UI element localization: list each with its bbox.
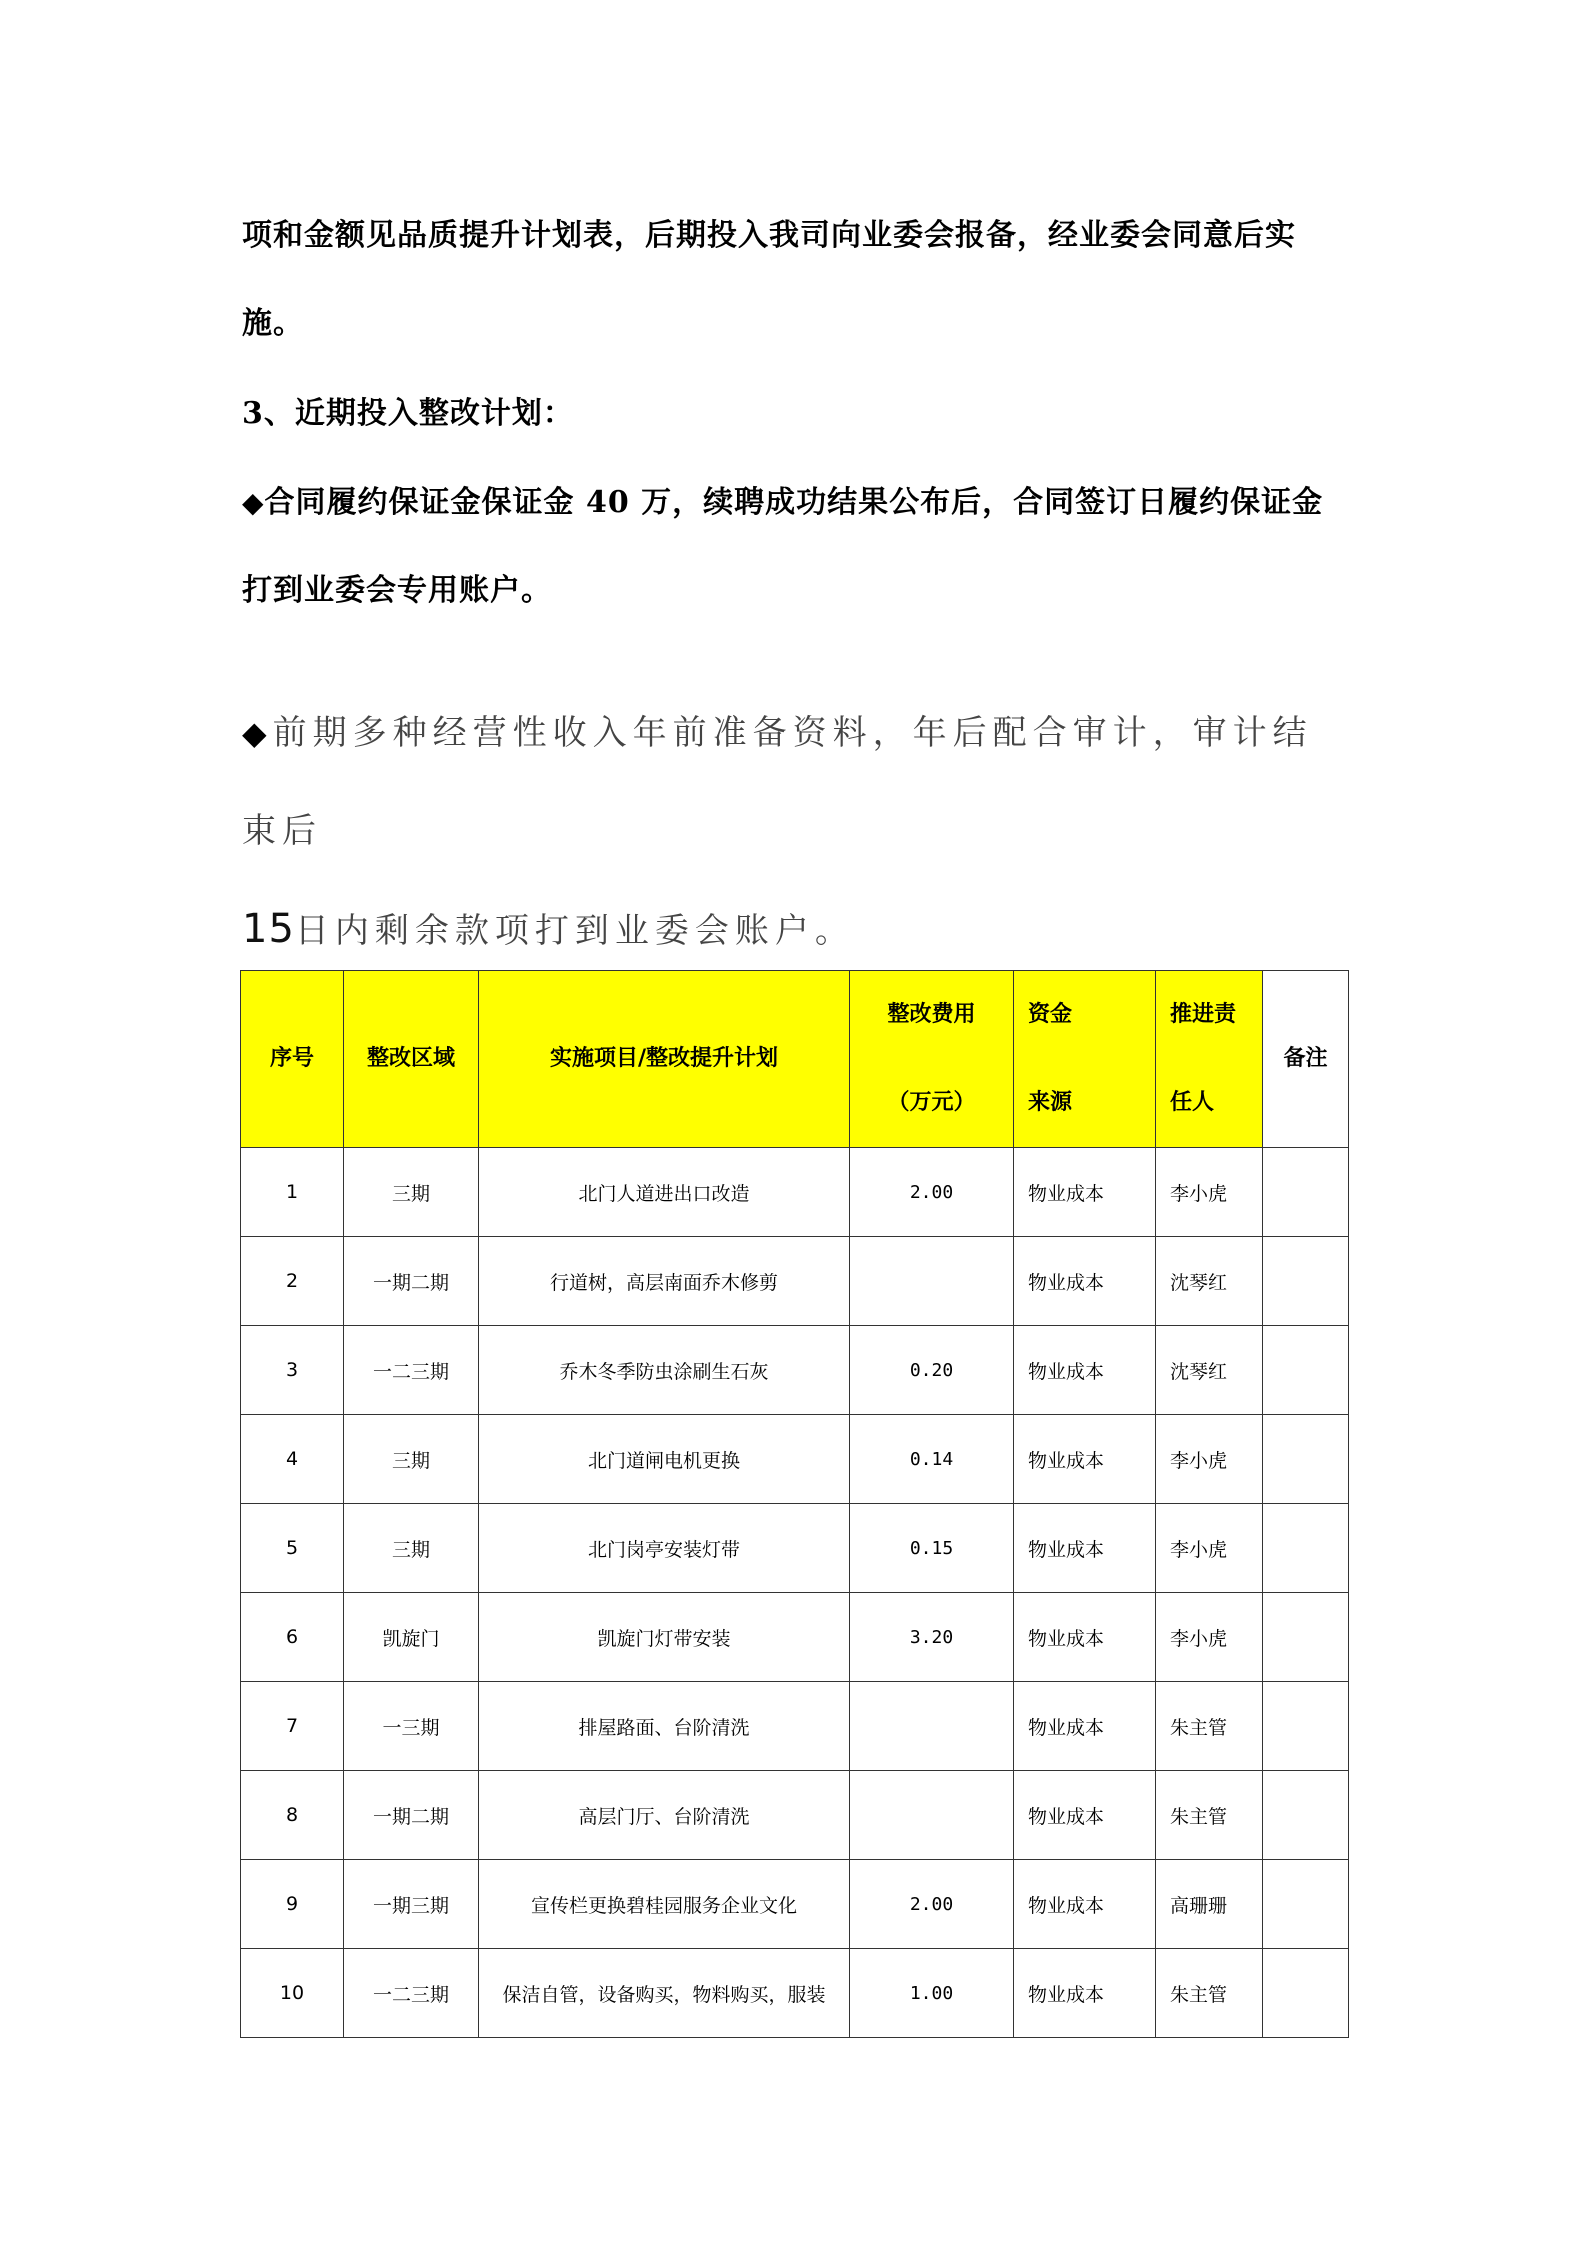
cell-cost: 0.14 bbox=[850, 1415, 1014, 1504]
cell-no: 2 bbox=[241, 1237, 344, 1326]
cell-no: 7 bbox=[241, 1682, 344, 1771]
table-row bbox=[241, 1504, 1349, 1593]
header-fund bbox=[1014, 971, 1156, 1148]
cell-no: 9 bbox=[241, 1860, 344, 1949]
paragraph-income-audit-text-b: 日内剩余款项打到业委会账户。 bbox=[294, 911, 855, 951]
table-row bbox=[241, 1237, 1349, 1326]
cell-area: 一期二期 bbox=[344, 1771, 479, 1860]
cell-fund: 物业成本 bbox=[1014, 1860, 1156, 1949]
cell-project: 凯旋门灯带安装 bbox=[479, 1593, 850, 1682]
cell-area: 凯旋门 bbox=[344, 1593, 479, 1682]
cell-fund: 物业成本 bbox=[1014, 1593, 1156, 1682]
cell-fund: 物业成本 bbox=[1014, 1504, 1156, 1593]
cell-no: 6 bbox=[241, 1593, 344, 1682]
cell-owner: 朱主管 bbox=[1156, 1771, 1263, 1860]
rectification-plan-table bbox=[240, 970, 1349, 2038]
cell-fund: 物业成本 bbox=[1014, 1326, 1156, 1415]
cell-note bbox=[1263, 1326, 1349, 1415]
cell-cost: 1.00 bbox=[850, 1949, 1014, 2038]
cell-area: 一期二期 bbox=[344, 1237, 479, 1326]
header-owner bbox=[1156, 971, 1263, 1148]
cell-area: 一期三期 bbox=[344, 1860, 479, 1949]
cell-fund: 物业成本 bbox=[1014, 1771, 1156, 1860]
table-row bbox=[241, 1593, 1349, 1682]
header-owner-line1: 推进责 bbox=[1170, 1002, 1237, 1027]
cell-area: 一二三期 bbox=[344, 1949, 479, 2038]
cell-project: 宣传栏更换碧桂园服务企业文化 bbox=[479, 1860, 850, 1949]
cell-cost: 0.15 bbox=[850, 1504, 1014, 1593]
cell-no: 8 bbox=[241, 1771, 344, 1860]
cell-cost: 2.00 bbox=[850, 1860, 1014, 1949]
cell-owner: 李小虎 bbox=[1156, 1415, 1263, 1504]
cell-project: 保洁自管，设备购买，物料购买，服装 bbox=[479, 1949, 850, 2038]
cell-area: 一二三期 bbox=[344, 1326, 479, 1415]
cell-no: 1 bbox=[241, 1148, 344, 1237]
cell-no: 10 bbox=[241, 1949, 344, 2038]
cell-owner: 沈琴红 bbox=[1156, 1237, 1263, 1326]
cell-owner: 沈琴红 bbox=[1156, 1326, 1263, 1415]
cell-note bbox=[1263, 1504, 1349, 1593]
cell-cost: 3.20 bbox=[850, 1593, 1014, 1682]
header-area: 整改区域 bbox=[344, 971, 479, 1148]
section-heading-rectification-plan: 3、近期投入整改计划： bbox=[242, 396, 574, 431]
cell-project: 北门岗亭安装灯带 bbox=[479, 1504, 850, 1593]
cell-no: 3 bbox=[241, 1326, 344, 1415]
cell-project: 高层门厅、台阶清洗 bbox=[479, 1771, 850, 1860]
diamond-bullet-icon: ◆ bbox=[242, 486, 265, 519]
cell-fund: 物业成本 bbox=[1014, 1949, 1156, 2038]
header-cost bbox=[850, 971, 1014, 1148]
header-fund-line2: 来源 bbox=[1028, 1090, 1073, 1115]
cell-note bbox=[1263, 1860, 1349, 1949]
paragraph-income-audit-days: 15 bbox=[242, 906, 295, 952]
table-row bbox=[241, 1148, 1349, 1237]
cell-cost bbox=[850, 1682, 1014, 1771]
paragraph-performance-bond bbox=[242, 459, 1352, 635]
cell-cost: 0.20 bbox=[850, 1326, 1014, 1415]
cell-no: 4 bbox=[241, 1415, 344, 1504]
cell-project: 乔木冬季防虫涂刷生石灰 bbox=[479, 1326, 850, 1415]
cell-cost bbox=[850, 1771, 1014, 1860]
cell-fund: 物业成本 bbox=[1014, 1148, 1156, 1237]
cell-fund: 物业成本 bbox=[1014, 1682, 1156, 1771]
header-cost-line2: （万元） bbox=[887, 1090, 976, 1115]
cell-cost bbox=[850, 1237, 1014, 1326]
cell-note bbox=[1263, 1415, 1349, 1504]
cell-fund: 物业成本 bbox=[1014, 1237, 1156, 1326]
paragraph-income-audit-text-a: 前期多种经营性收入年前准备资料，年后配合审计，审计结束后 bbox=[242, 713, 1313, 851]
table-header-row bbox=[241, 971, 1349, 1148]
header-cost-line1: 整改费用 bbox=[887, 1002, 976, 1027]
table-row bbox=[241, 1771, 1349, 1860]
paragraph-performance-bond-text: 合同履约保证金保证金 40 万，续聘成功结果公布后，合同签订日履约保证金打到业委会专用账户。 bbox=[242, 485, 1324, 608]
paragraph-quality-plan: 项和金额见品质提升计划表，后期投入我司向业委会报备，经业委会同意后实施。 bbox=[242, 218, 1296, 341]
paragraph-income-audit bbox=[242, 684, 1352, 980]
cell-project: 行道树，高层南面乔木修剪 bbox=[479, 1237, 850, 1326]
cell-note bbox=[1263, 1148, 1349, 1237]
cell-fund: 物业成本 bbox=[1014, 1415, 1156, 1504]
cell-project: 排屋路面、台阶清洗 bbox=[479, 1682, 850, 1771]
cell-cost: 2.00 bbox=[850, 1148, 1014, 1237]
cell-area: 三期 bbox=[344, 1148, 479, 1237]
cell-area: 三期 bbox=[344, 1504, 479, 1593]
header-no: 序号 bbox=[241, 971, 344, 1148]
cell-owner: 高珊珊 bbox=[1156, 1860, 1263, 1949]
cell-note bbox=[1263, 1949, 1349, 2038]
table-row bbox=[241, 1682, 1349, 1771]
table-row bbox=[241, 1415, 1349, 1504]
table-row bbox=[241, 1949, 1349, 2038]
cell-note bbox=[1263, 1771, 1349, 1860]
header-fund-line1: 资金 bbox=[1028, 1002, 1073, 1027]
cell-no: 5 bbox=[241, 1504, 344, 1593]
diamond-bullet-icon: ◆ bbox=[242, 714, 273, 752]
cell-owner: 李小虎 bbox=[1156, 1593, 1263, 1682]
cell-owner: 李小虎 bbox=[1156, 1504, 1263, 1593]
cell-project: 北门人道进出口改造 bbox=[479, 1148, 850, 1237]
cell-owner: 朱主管 bbox=[1156, 1949, 1263, 2038]
cell-note bbox=[1263, 1593, 1349, 1682]
cell-note bbox=[1263, 1682, 1349, 1771]
table-row bbox=[241, 1860, 1349, 1949]
cell-owner: 朱主管 bbox=[1156, 1682, 1263, 1771]
cell-area: 一三期 bbox=[344, 1682, 479, 1771]
cell-note bbox=[1263, 1237, 1349, 1326]
cell-owner: 李小虎 bbox=[1156, 1148, 1263, 1237]
cell-project: 北门道闸电机更换 bbox=[479, 1415, 850, 1504]
header-owner-line2: 任人 bbox=[1170, 1090, 1215, 1115]
table-row bbox=[241, 1326, 1349, 1415]
header-project: 实施项目/整改提升计划 bbox=[479, 971, 850, 1148]
header-note: 备注 bbox=[1263, 971, 1349, 1148]
cell-area: 三期 bbox=[344, 1415, 479, 1504]
